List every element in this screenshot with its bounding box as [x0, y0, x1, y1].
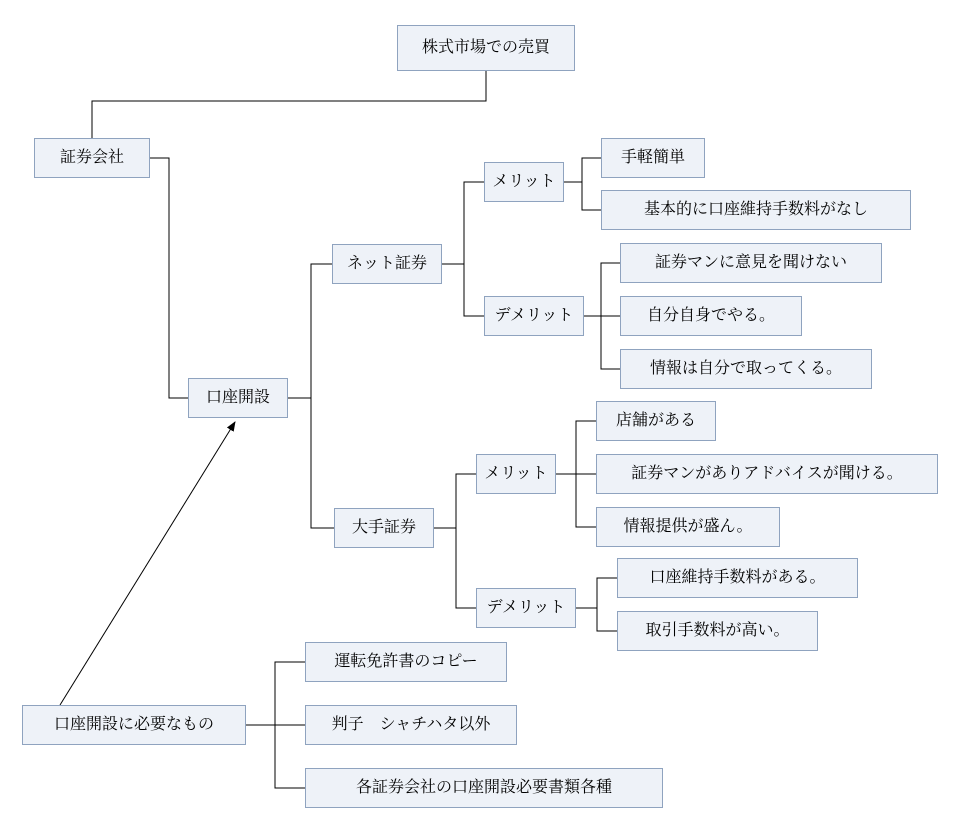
node-label: 証券会社 [59, 149, 124, 166]
node-major-demerit-2[interactable] [617, 611, 818, 651]
node-label: 口座開設 [205, 389, 270, 406]
node-label: 判子 シャチハタ以外 [331, 716, 491, 733]
node-requirement-2[interactable] [305, 705, 517, 745]
node-net-merit-1[interactable] [601, 138, 705, 178]
node-label: ネット証券 [346, 255, 427, 272]
node-label: 株式市場での売買 [421, 39, 550, 56]
node-major-broker[interactable] [334, 508, 434, 548]
node-label: メリット [484, 465, 548, 482]
node-requirement-1[interactable] [305, 642, 507, 682]
node-label: 証券マンがありアドバイスが聞ける。 [631, 465, 903, 482]
node-broker[interactable] [34, 138, 150, 178]
node-label: 各証券会社の口座開設必要書類各種 [355, 779, 612, 796]
node-major-merit-2[interactable] [596, 454, 938, 494]
node-label: 口座開設に必要なもの [53, 716, 214, 733]
node-label: 情報は自分で取ってくる。 [649, 360, 842, 377]
node-major-merit-3[interactable] [596, 507, 780, 547]
node-label: 取引手数料が高い。 [645, 622, 790, 639]
node-label: 手軽簡単 [620, 149, 685, 166]
node-label: 証券マンに意見を聞けない [654, 254, 847, 271]
node-label: 大手証券 [351, 519, 416, 536]
node-label: メリット [492, 173, 556, 190]
node-requirement-3[interactable] [305, 768, 663, 808]
node-net-merit-2[interactable] [601, 190, 911, 230]
node-label: デメリット [486, 599, 566, 616]
node-net-demerit[interactable] [484, 296, 584, 336]
node-account-open[interactable] [188, 378, 288, 418]
node-label: 自分自身でやる。 [646, 307, 775, 324]
node-major-merit-1[interactable] [596, 401, 716, 441]
node-root[interactable] [397, 25, 575, 71]
node-major-demerit-1[interactable] [617, 558, 858, 598]
node-net-broker[interactable] [332, 244, 442, 284]
node-major-demerit[interactable] [476, 588, 576, 628]
node-label: 情報提供が盛ん。 [623, 518, 753, 535]
node-net-demerit-3[interactable] [620, 349, 872, 389]
node-label: 口座維持手数料がある。 [649, 569, 826, 586]
node-label: 基本的に口座維持手数料がなし [643, 201, 868, 218]
node-label: デメリット [494, 307, 574, 324]
node-requirements[interactable] [22, 705, 246, 745]
node-major-merit[interactable] [476, 454, 556, 494]
node-label: 運転免許書のコピー [334, 653, 478, 670]
node-net-merit[interactable] [484, 162, 564, 202]
node-net-demerit-1[interactable] [620, 243, 882, 283]
node-label: 店舗がある [615, 412, 696, 429]
node-net-demerit-2[interactable] [620, 296, 802, 336]
